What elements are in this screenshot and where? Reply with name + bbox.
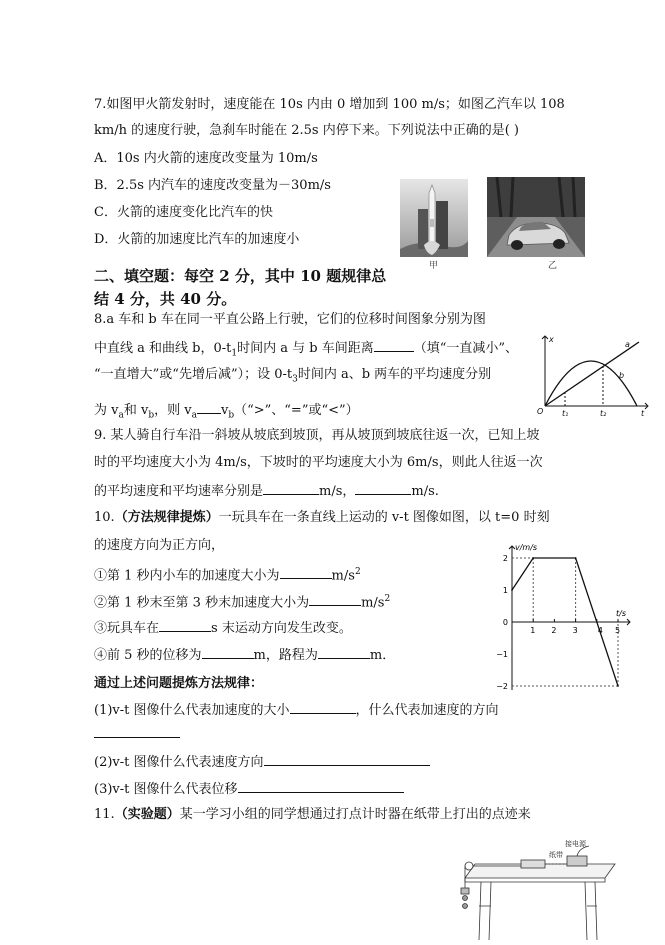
- q9-line1: 9. 某人骑自行车沿一斜坡从坡底到坡顶，再从坡顶到坡底往返一次，已知上坡: [94, 428, 540, 443]
- experiment-apparatus: [455, 836, 625, 942]
- q8-graph-x-label: t: [641, 409, 645, 418]
- q10-vt-chart: [490, 540, 640, 696]
- q8-line4: 为 $v_a$和 $v_b$，则 $v_a$ $v_b(“>$”、“=”或“<”）: [94, 400, 359, 425]
- caption-yi: 乙: [548, 261, 558, 271]
- vt-y-tick-label: −1: [496, 650, 508, 659]
- q10-line1: 10.（方法规律提炼）一玩具车在一条直线上运动的 v-t 图像如图，以 t=0 时刻: [94, 510, 550, 525]
- q7-option-b: B．2.5s 内汽车的速度改变量为－30m/s: [94, 178, 331, 193]
- vt-x-axis-label: t/s: [616, 609, 626, 618]
- q10-item3: ③玩具车在 s 末运动方向发生改变。: [94, 618, 352, 638]
- vt-y-axis-label: v/m/s: [515, 543, 538, 552]
- q8-graph-t1: t₁: [562, 409, 569, 418]
- summary-line2: (2)v-t 图像什么代表速度方向: [94, 752, 430, 772]
- vt-y-tick-label: 2: [502, 554, 508, 563]
- q10-item1: ①第 1 秒内小车的加速度大小为 $m/s^2$: [94, 567, 361, 584]
- section-heading-line2: 结 4 分，共 40 分。: [94, 290, 237, 308]
- q10-line2: 的速度方向为正方向，: [94, 538, 225, 553]
- q9-line2: 时的平均速度大小为 4m/s，下坡时的平均速度大小为 6m/s，则此人往返一次: [94, 455, 543, 470]
- vt-point-3: [617, 685, 619, 687]
- vt-x-tick-label: 4: [597, 626, 603, 635]
- vt-y-tick-label: 1: [502, 586, 508, 595]
- caption-jia: 甲: [429, 261, 439, 271]
- section-heading-line1: 二、填空题：每空 2 分，其中 10 题规律总: [94, 267, 387, 285]
- q8-line1: 8.a 车和 b 车在同一平直公路上行驶，它们的位移时间图象分别为图: [94, 312, 486, 327]
- vt-y-tick-label: −2: [496, 682, 508, 691]
- q11-line1: 11.（实验题）某一学习小组的同学想通过打点计时器在纸带上打出的点迹来: [94, 807, 531, 822]
- vt-point-0: [511, 589, 513, 591]
- vt-x-tick-label: 2: [551, 626, 557, 635]
- vt-point-2: [575, 557, 577, 559]
- vt-x-tick-label: 1: [530, 626, 536, 635]
- label-paper-tape: 纸带: [549, 851, 563, 859]
- q8-line3: “一直增大”或“先增后减”）；设 $0-t_3$时间内 a、b 两车的平均速度分别: [94, 367, 492, 385]
- vt-x-tick-label: 3: [572, 626, 578, 635]
- vt-point-1: [532, 557, 534, 559]
- q7-option-d: D．火箭的加速度比汽车的加速度小: [94, 232, 300, 247]
- q7-line2: km/h 的速度行驶，急刹车时能在 2.5s 内停下来。下列说法中正确的是( ): [94, 123, 519, 138]
- q9-line3: 的平均速度和平均速率分别是 m/s， m/s.: [94, 481, 439, 501]
- q8-graph-t2: t₂: [600, 409, 607, 418]
- q8-graph-y-label: x: [549, 335, 554, 344]
- q10-item4: ④前 5 秒的位移为 m，路程为 m．: [94, 645, 395, 665]
- label-power-source: 接电源: [565, 840, 586, 848]
- q7-line1: 7.如图甲火箭发射时，速度能在 10s 内由 0 增加到 100 m/s；如图乙汽车以 108: [94, 97, 565, 112]
- summary-line3: (3)v-t 图像什么代表位移: [94, 779, 404, 799]
- q8-line2: 中直线 a 和曲线 b，$0-t_1$时间内 a 与 b 车间距离 （填“一直减小”、: [94, 338, 518, 363]
- summary-line1-continuation: [94, 724, 180, 744]
- q10-item2: ②第 1 秒末至第 3 秒末加速度大小为 $m/s^2$: [94, 594, 391, 611]
- q7-option-a: A．10s 内火箭的速度改变量为 10m/s: [94, 151, 318, 166]
- q8-graph-curve-b: b: [619, 371, 625, 380]
- vt-y-tick-label: 0: [502, 618, 508, 627]
- q8-xt-graph: [535, 330, 655, 420]
- summary-title: 通过上述问题提炼方法规律：: [94, 676, 264, 691]
- car-image: [487, 177, 585, 257]
- rocket-image: [400, 179, 468, 257]
- summary-line1: (1)v-t 图像什么代表加速度的大小 ，什么代表加速度的方向: [94, 700, 499, 720]
- vt-x-tick-label: 5: [615, 626, 621, 635]
- q8-graph-line-a: a: [625, 340, 630, 349]
- q7-option-c: C．火箭的速度变化比汽车的快: [94, 205, 273, 220]
- q8-graph-origin: O: [537, 407, 544, 416]
